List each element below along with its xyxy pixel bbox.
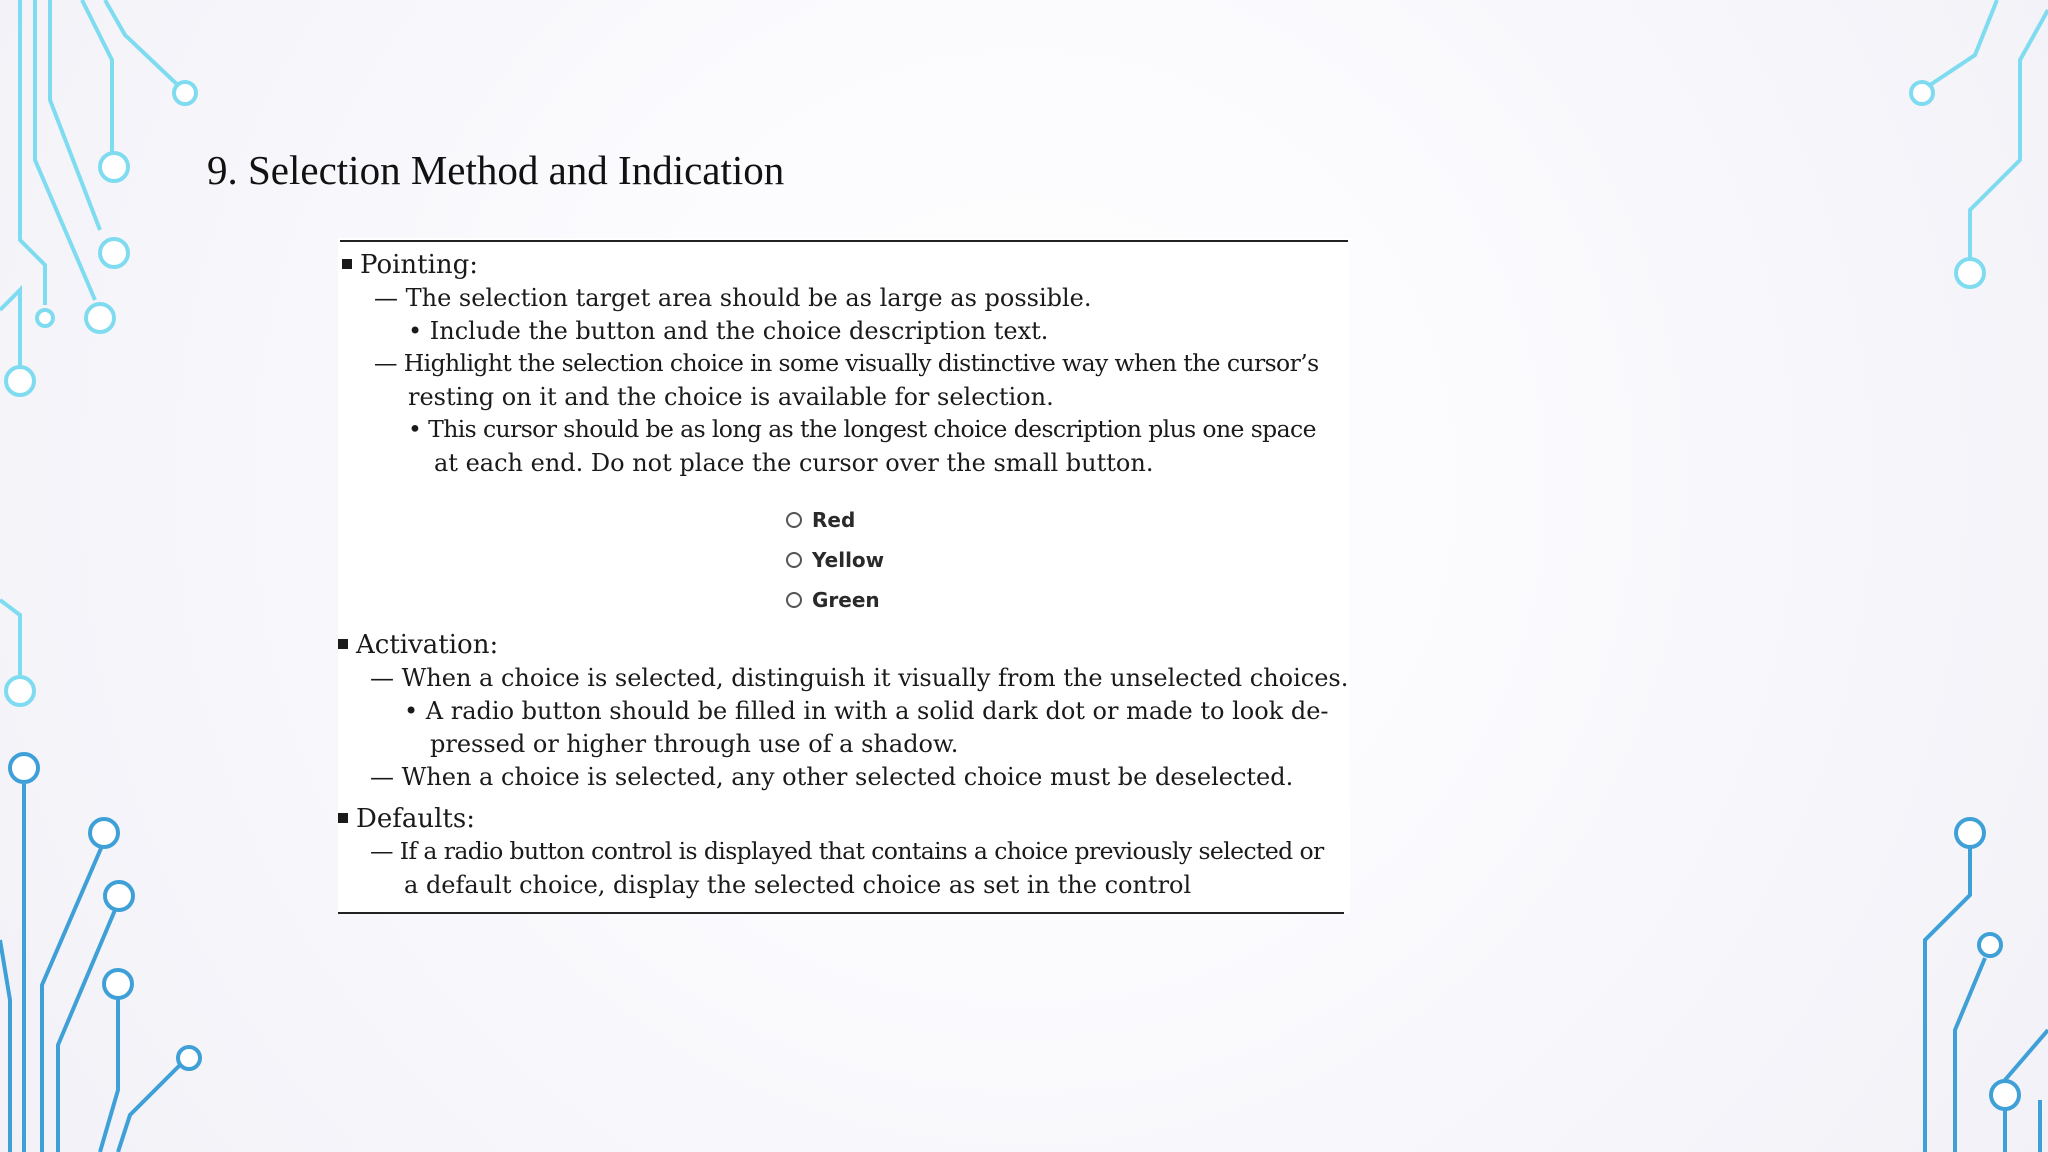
pointing-item-2-bullet-line-1: • This cursor should be as long as the longest choice description plus one space: [408, 415, 1316, 443]
bottom-rule: [338, 912, 1344, 914]
radio-option-yellow[interactable]: [786, 546, 884, 574]
pointing-item-2-bullet-line-2: at each end. Do not place the cursor over the small button.: [434, 449, 1154, 477]
square-bullet-icon: [342, 259, 352, 269]
activation-item-2: — When a choice is selected, any other selected choice must be deselected.: [370, 763, 1294, 791]
pointing-item-1-bullet: • Include the button and the choice description text.: [408, 317, 1049, 345]
activation-item-1-bullet-line-1: • A radio button should be filled in with a solid dark dot or made to look de-: [404, 697, 1329, 725]
top-rule: [340, 240, 1348, 242]
activation-heading: Activation:: [338, 632, 498, 658]
radio-option-red[interactable]: [786, 506, 855, 534]
circuit-decoration-left: [0, 0, 240, 1152]
pointing-item-2-line-1: — Highlight the selection choice in some visually distinctive way when the cursor’s: [374, 349, 1319, 377]
radio-button-icon[interactable]: [786, 552, 802, 568]
radio-label: Green: [812, 588, 880, 612]
defaults-heading: Defaults:: [338, 806, 475, 832]
guideline-box: [338, 238, 1350, 914]
radio-label: Yellow: [812, 548, 885, 572]
square-bullet-icon: [338, 639, 348, 649]
pointing-item-1: — The selection target area should be as large as possible.: [374, 284, 1092, 312]
radio-button-icon[interactable]: [786, 512, 802, 528]
slide-title: 9. Selection Method and Indication: [207, 147, 785, 193]
square-bullet-icon: [338, 813, 348, 823]
pointing-item-2-line-2: resting on it and the choice is available for selection.: [408, 383, 1054, 411]
radio-option-green[interactable]: [786, 586, 880, 614]
radio-label: Red: [812, 508, 856, 532]
radio-button-icon[interactable]: [786, 592, 802, 608]
activation-item-1: — When a choice is selected, distinguish it visually from the unselected choices.: [370, 664, 1349, 692]
activation-item-1-bullet-line-2: pressed or higher through use of a shadow.: [430, 730, 959, 758]
defaults-item-1-line-1: — If a radio button control is displayed that contains a choice previously selected or: [370, 837, 1324, 865]
pointing-heading: Pointing:: [342, 252, 478, 278]
defaults-item-1-line-2: a default choice, display the selected choice as set in the control: [404, 871, 1192, 899]
